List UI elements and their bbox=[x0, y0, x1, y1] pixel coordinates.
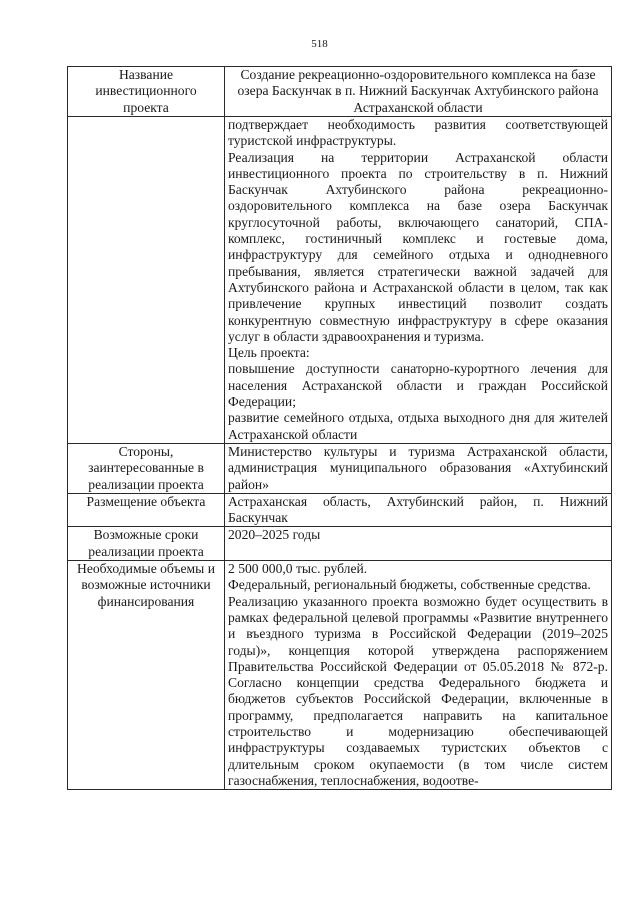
description-paragraph: повышение доступности санаторно-курортного лечения для населения Астраханской области и граждан Российской Федерации; bbox=[228, 361, 608, 410]
description-value bbox=[225, 117, 612, 444]
table-row-parties bbox=[68, 443, 612, 493]
parties-label: Стороны, заинтересованные в реализации проекта bbox=[68, 443, 225, 493]
description-paragraph: подтверждает необходимость развития соответствующей туристской инфраструктуры. bbox=[228, 117, 608, 149]
project-name-label: Название инвестиционного проекта bbox=[68, 67, 225, 117]
description-paragraph: Реализация на территории Астраханской области инвестиционного проекта по строительству в п. Нижний Баскунчак Ахтубинского района рекреационно-оздоровительного комплекса на базе озера Баскунчак круглосуточной работы, включающего санаторий, СПА-комплекс, гостиничный комплекс и гостевые дома, инфраструктуру для семейного отдыха и однодневного пребывания, является стратегически важной задачей для Ахтубинского района и Астраханской области в целом, так как привлечение крупных инвестиций позволит создать конкурентную совместную инфраструктуру в сфере оказания услуг в области здравоохранения и туризма. bbox=[228, 149, 608, 344]
description-paragraph: развитие семейного отдыха, отдыха выходного дня для жителей Астраханской области bbox=[228, 410, 608, 442]
financing-value bbox=[225, 561, 612, 790]
timeline-value: 2020–2025 годы bbox=[225, 527, 612, 561]
table-row-timeline bbox=[68, 527, 612, 561]
page-number: 518 bbox=[311, 38, 328, 50]
financing-paragraph: 2 500 000,0 тыс. рублей. bbox=[228, 561, 368, 577]
table-row-location bbox=[68, 493, 612, 527]
description-paragraph: Цель проекта: bbox=[228, 345, 310, 361]
table-row-description bbox=[68, 117, 612, 444]
timeline-label: Возможные сроки реализации проекта bbox=[68, 527, 225, 561]
investment-project-table bbox=[67, 66, 612, 790]
table-row-project-name bbox=[68, 67, 612, 117]
project-name-value: Создание рекреационно-оздоровительного комплекса на базе озера Баскунчак в п. Нижний Баскунчак Ахтубинского района Астраханской области bbox=[225, 67, 612, 117]
location-label: Размещение объекта bbox=[68, 493, 225, 527]
parties-value: Министерство культуры и туризма Астраханской области, администрация муниципального образования «Ахтубинский район» bbox=[225, 443, 612, 493]
financing-paragraph: Федеральный, региональный бюджеты, собственные средства. bbox=[228, 577, 591, 593]
description-label-empty bbox=[68, 117, 225, 444]
location-value: Астраханская область, Ахтубинский район, п. Нижний Баскунчак bbox=[225, 493, 612, 527]
financing-label: Необходимые объемы и возможные источники финансирования bbox=[68, 561, 225, 790]
financing-paragraph: Реализацию указанного проекта возможно будет осуществить в рамках федеральной целевой программы «Развитие внутреннего и въездного туризма в Российской Федерации (2019–2025 годы)», концепция которой утверждена распоряжением Правительства Российской Федерации от 05.05.2018 № 872-р. Согласно концепции средства Федерального бюджета и бюджетов субъектов Российской Федерации, включенные в программу, предполагается направить на капитальное строительство и модернизацию обеспечивающей инфраструктуры создаваемых туристских объектов с длительным сроком окупаемости (в том числе систем газоснабжения, теплоснабжения, водоотве- bbox=[228, 593, 608, 788]
table-row-financing bbox=[68, 561, 612, 790]
